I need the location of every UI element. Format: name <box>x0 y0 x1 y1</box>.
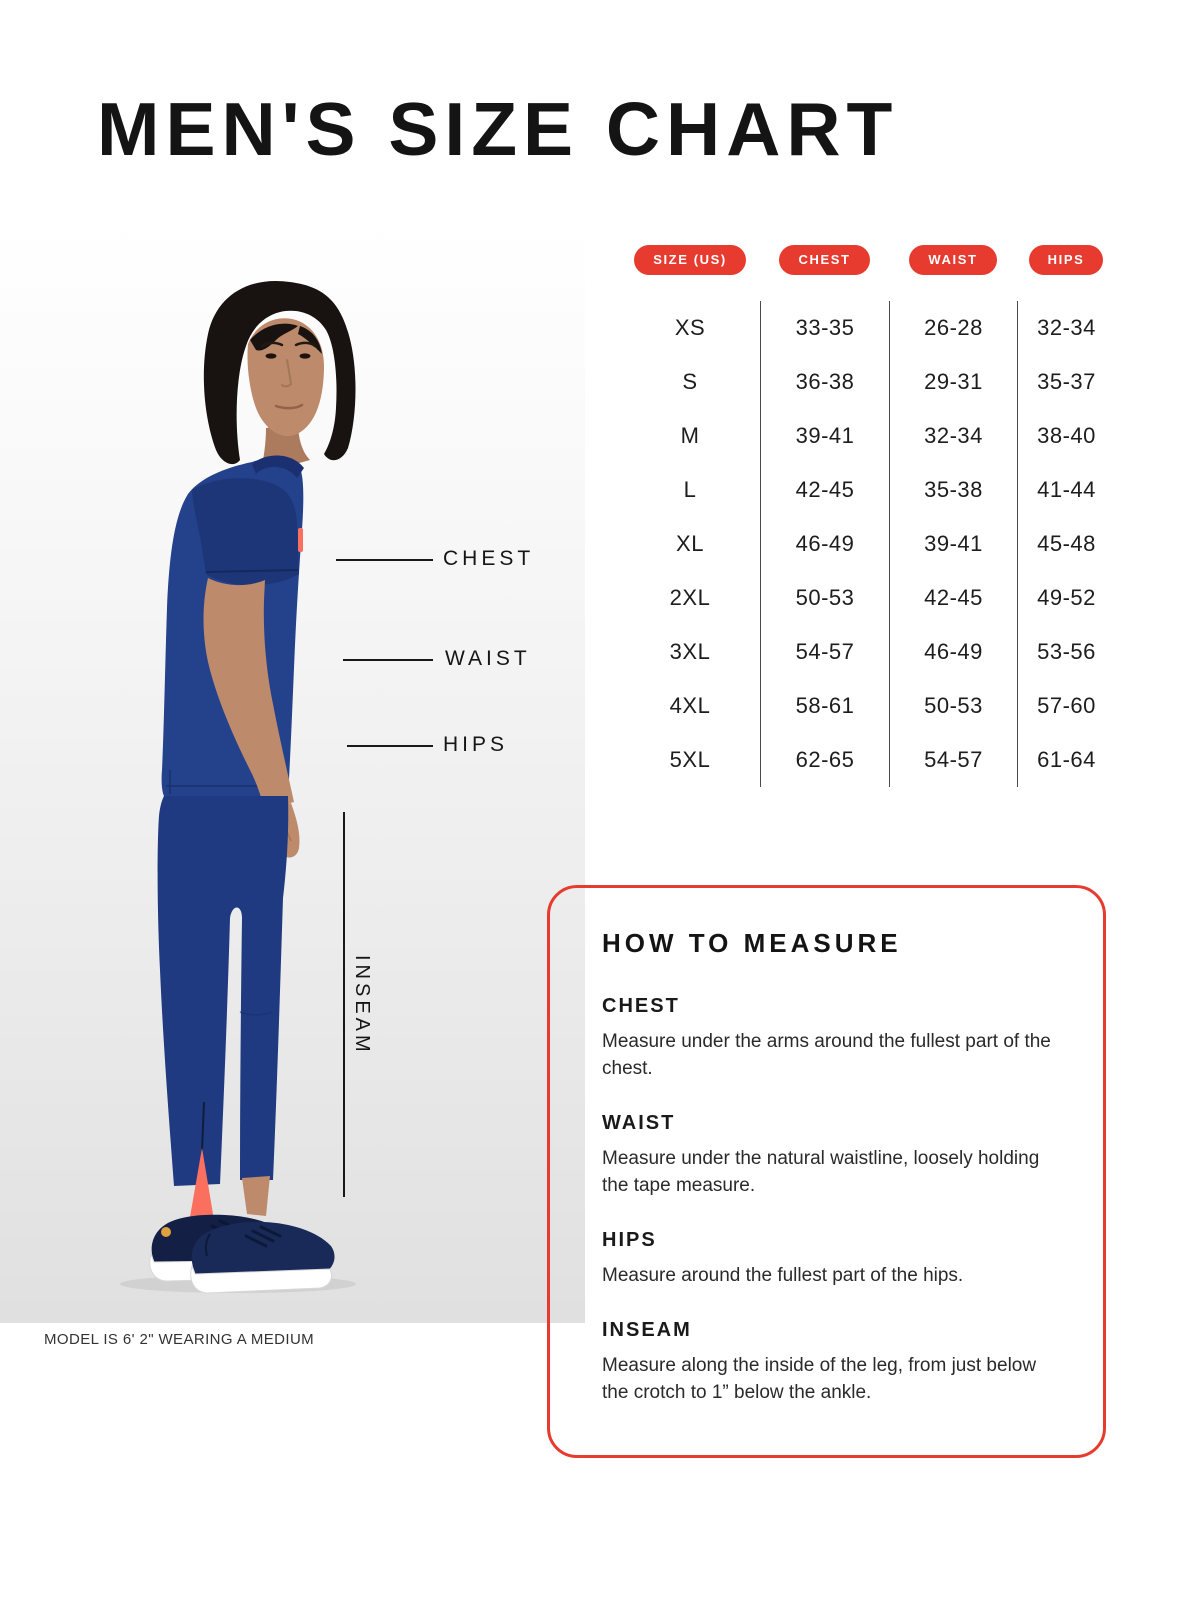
measure-section-heading: WAIST <box>602 1111 676 1134</box>
hips-range-cell: 61-64 <box>1017 733 1115 787</box>
size-cell: M <box>680 423 700 448</box>
chest-range-cell: 36-38 <box>760 355 889 409</box>
inseam-label: INSEAM <box>351 955 373 1056</box>
size-cell: L <box>683 477 697 502</box>
waist-range-cell: 35-38 <box>889 463 1017 517</box>
waist-range-cell: 46-49 <box>889 625 1017 679</box>
chest-range-cell: 33-35 <box>760 301 889 355</box>
pants <box>158 796 289 1186</box>
waist-pointer-line <box>343 659 433 661</box>
eye-left <box>266 353 277 358</box>
hips-label: HIPS <box>443 733 509 756</box>
model-caption: MODEL IS 6' 2" WEARING A MEDIUM <box>44 1331 315 1348</box>
size-cell: 4XL <box>669 693 711 718</box>
chest-range-cell: 54-57 <box>760 625 889 679</box>
chest-range-cell: 42-45 <box>760 463 889 517</box>
hips-range-cell: 45-48 <box>1017 517 1115 571</box>
hips-range-cell: 38-40 <box>1017 409 1115 463</box>
measure-section-text: Measure along the inside of the leg, from just below the crotch to 1” below the ankle. <box>602 1354 1037 1403</box>
table-column-pill: CHEST <box>779 245 869 275</box>
inseam-pointer-line <box>343 812 345 1197</box>
measure-section-heading: HIPS <box>602 1228 657 1251</box>
table-column-pill: HIPS <box>1029 245 1104 275</box>
size-cell: 2XL <box>669 585 711 610</box>
waist-range-cell: 54-57 <box>889 733 1017 787</box>
table-column-pill: WAIST <box>909 245 996 275</box>
measure-section <box>602 1229 1059 1290</box>
measure-section <box>602 1112 1059 1200</box>
table-column-pill: SIZE (US) <box>634 245 746 275</box>
chest-range-cell: 58-61 <box>760 679 889 733</box>
chest-range-cell: 46-49 <box>760 517 889 571</box>
chest-range-cell: 50-53 <box>760 571 889 625</box>
size-table-header <box>620 245 1115 275</box>
size-cell: 5XL <box>669 747 711 772</box>
ankle-skin <box>242 1176 270 1216</box>
measure-section-heading: CHEST <box>602 995 680 1017</box>
heel-tab <box>161 1227 171 1237</box>
size-cell: S <box>682 369 698 394</box>
size-cell: 3XL <box>669 639 711 664</box>
waist-range-cell: 26-28 <box>889 301 1017 355</box>
measure-section <box>602 1319 1059 1407</box>
hips-range-cell: 41-44 <box>1017 463 1115 517</box>
sleeve <box>192 478 299 585</box>
hips-pointer-line <box>347 745 433 747</box>
waist-range-cell: 39-41 <box>889 517 1017 571</box>
how-to-measure-box <box>547 885 1106 1458</box>
size-cell: XS <box>674 315 706 340</box>
hips-range-cell: 35-37 <box>1017 355 1115 409</box>
waist-range-cell: 32-34 <box>889 409 1017 463</box>
chest-range-cell: 62-65 <box>760 733 889 787</box>
hips-range-cell: 57-60 <box>1017 679 1115 733</box>
measure-section-text: Measure around the fullest part of the hips. <box>602 1264 964 1286</box>
size-table-body <box>620 301 1115 787</box>
waist-range-cell: 29-31 <box>889 355 1017 409</box>
eye-right <box>300 353 311 358</box>
chest-pocket-trim <box>298 528 303 552</box>
chest-pointer-line <box>336 559 433 561</box>
measure-section-heading: INSEAM <box>602 1318 692 1341</box>
model-photo <box>0 222 585 1323</box>
page-title: MEN'S SIZE CHART <box>97 87 899 171</box>
measure-section <box>602 995 1059 1083</box>
hips-range-cell: 49-52 <box>1017 571 1115 625</box>
waist-range-cell: 50-53 <box>889 679 1017 733</box>
model-illustration <box>0 222 585 1323</box>
hips-range-cell: 32-34 <box>1017 301 1115 355</box>
measure-section-text: Measure under the natural waistline, loosely holding the tape measure. <box>602 1147 1040 1196</box>
chest-label: CHEST <box>443 547 535 570</box>
waist-label: WAIST <box>445 647 531 670</box>
chest-range-cell: 39-41 <box>760 409 889 463</box>
how-to-measure-sections <box>602 995 1059 1407</box>
how-to-measure-title: HOW TO MEASURE <box>602 928 902 958</box>
hips-range-cell: 53-56 <box>1017 625 1115 679</box>
waist-range-cell: 42-45 <box>889 571 1017 625</box>
measure-section-text: Measure under the arms around the fullest part of the chest. <box>602 1031 1051 1079</box>
size-cell: XL <box>676 531 704 556</box>
